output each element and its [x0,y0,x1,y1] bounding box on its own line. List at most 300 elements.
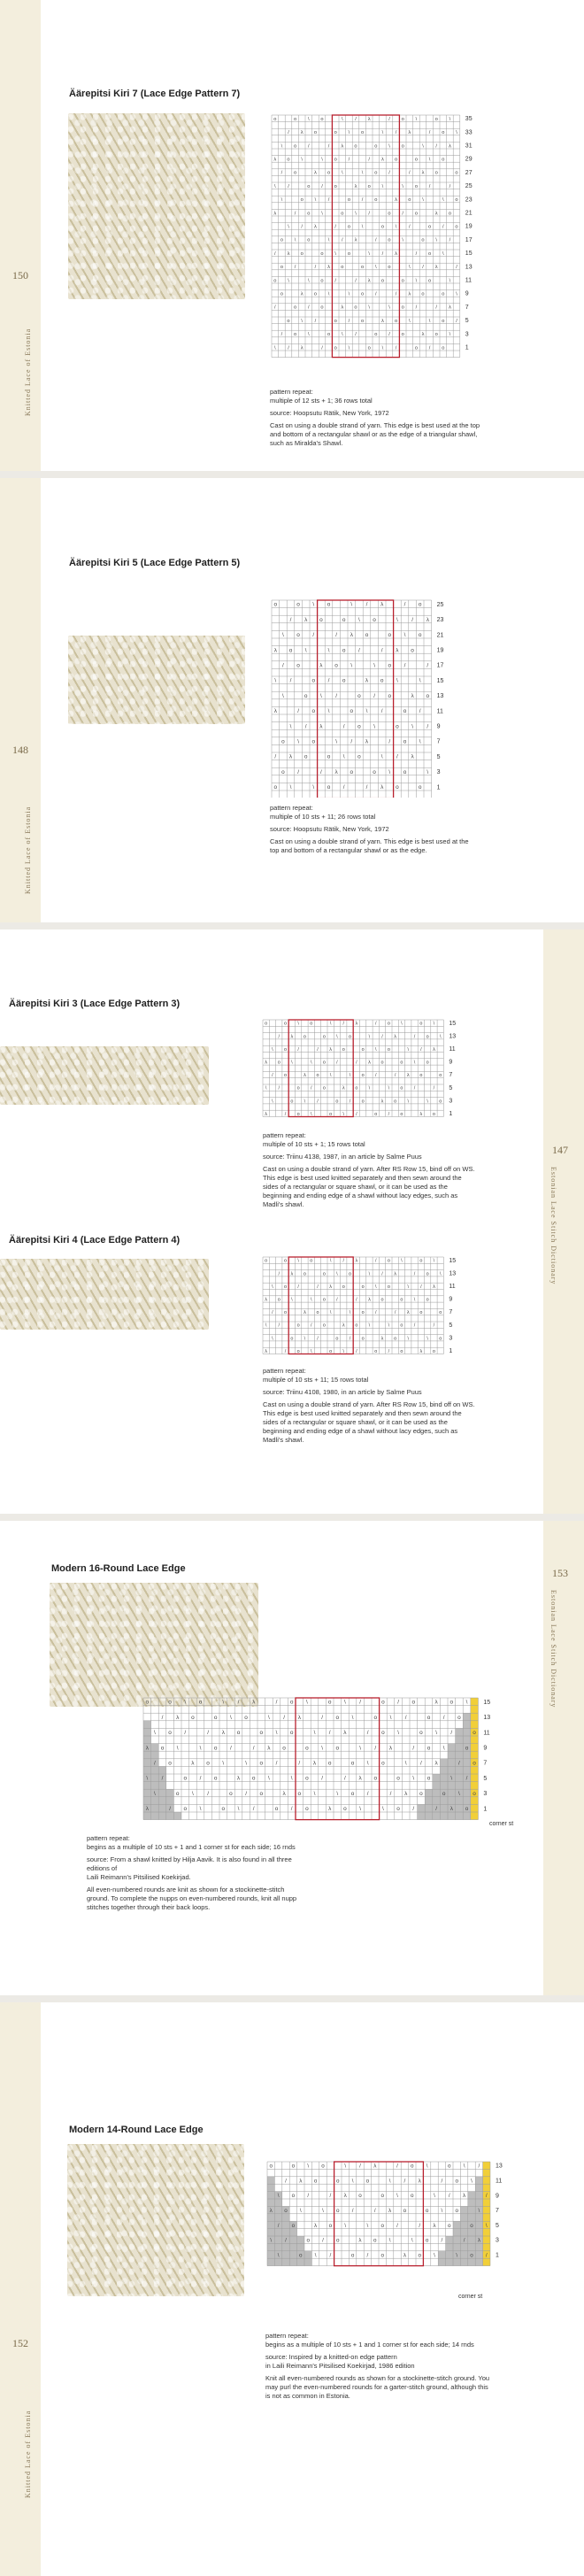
stitch-symbol: \ [382,1806,384,1813]
stitch-symbol: \ [368,305,370,311]
stitch-symbol: / [394,1310,396,1316]
stitch-symbol: \ [366,1760,369,1767]
chart-cell [448,1766,456,1774]
chart-cell [471,1744,479,1752]
stitch-symbol: o [328,2222,333,2229]
stitch-symbol: / [285,2178,287,2185]
stitch-symbol: \ [368,1085,371,1091]
stitch-symbol: / [314,318,317,324]
stitch-symbol: / [297,1046,299,1053]
chart-cell [448,1812,456,1820]
stitch-symbol: \ [344,2163,347,2170]
stitch-symbol: o [265,1021,268,1027]
stitch-symbol: / [403,601,406,608]
stitch-symbol: λ [406,1310,410,1316]
stitch-symbol: \ [313,1730,316,1737]
chart-cell [448,1789,456,1797]
stitch-symbol: \ [329,1073,332,1079]
running-head: Estonian Lace Stitch Dictionary [549,1167,557,1285]
stitch-symbol: o [282,1745,286,1752]
row-number: 13 [496,2163,503,2170]
stitch-symbol: / [317,1284,319,1290]
chart-cell [151,1812,159,1820]
stitch-symbol: o [322,1060,326,1066]
chart-cell [468,2236,475,2243]
stitch-symbol: \ [306,1699,308,1706]
chart-cell [483,2214,490,2221]
chart-cell [475,2229,482,2236]
stitch-symbol: λ [334,768,338,775]
row-number: 13 [449,1270,457,1277]
stitch-symbol: o [426,1060,429,1066]
stitch-symbol: λ [145,1745,149,1752]
stitch-symbol: o [374,170,378,176]
chart-cell [433,1797,441,1805]
stitch-symbol: o [414,183,418,189]
chart-cell [440,1797,448,1805]
section-title-4: Äärepitsi Kiri 4 (Lace Edge Pattern 4) [9,1235,181,1246]
stitch-symbol: / [413,1271,416,1277]
stitch-symbol: o [394,1099,397,1105]
stitch-symbol: λ [365,738,369,745]
stitch-symbol: λ [176,1714,180,1721]
stitch-symbol: / [361,197,364,204]
stitch-symbol: \ [401,1258,403,1264]
stitch-symbol: λ [388,2207,392,2214]
stitch-symbol: o [358,2193,362,2200]
stitch-symbol: \ [321,157,323,163]
page-number: 152 [12,2337,28,2349]
pattern-title: Modern 14-Round Lace Edge [69,2125,204,2135]
stitch-symbol: \ [265,1323,267,1329]
row-number: 11 [496,2178,503,2185]
stitch-symbol: \ [342,332,343,338]
stitch-symbol: o [335,1336,339,1342]
stitch-symbol: λ [304,616,308,623]
description-text: Cast on using a double strand of yarn. After RS Row 15, bind off on WS. This edge is best used knitted separately and then sewn around the sides of a rectangular or square shawl, or it can be used as the beginning and ending edge of a shawl without lacy edges, such as Madli's shawl. [263,1165,475,1208]
stitch-symbol: \ [334,251,336,257]
pattern-notes [87,1834,308,1916]
row-number: 7 [483,1760,488,1767]
chart-cell [471,1698,479,1706]
stitch-symbol: / [366,1730,369,1737]
stitch-symbol: o [361,318,365,324]
stitch-symbol: o [320,305,324,311]
chart-grid [265,2160,522,2302]
source-text: source: Hoopsutu Rätik, New York, 1972 [270,825,389,833]
row-number: 7 [496,2208,499,2215]
chart-cell [463,1782,471,1790]
stitch-symbol: \ [288,278,289,284]
stitch-symbol: o [175,1790,180,1797]
stitch-symbol: / [456,265,457,271]
stitch-symbol: / [272,1310,273,1316]
stitch-symbol: o [439,1336,442,1342]
stitch-symbol: \ [415,278,418,284]
stitch-symbol: o [432,1111,435,1117]
stitch-symbol: o [342,1046,345,1053]
stitch-symbol: \ [402,237,403,243]
stitch-symbol: o [455,224,458,230]
stitch-symbol: λ [380,157,384,163]
stitch-symbol: o [411,2193,414,2200]
chart-cell [274,2214,281,2221]
chart-cell [456,1736,464,1744]
stitch-symbol: \ [365,708,368,715]
stitch-symbol: / [283,1714,285,1721]
stitch-symbol: \ [342,116,343,122]
stitch-symbol: o [290,1099,294,1105]
stitch-symbol: o [313,291,317,297]
stitch-symbol: / [294,211,296,217]
stitch-symbol: λ [418,2178,421,2185]
stitch-symbol: λ [288,753,293,760]
chart-cell [483,2162,490,2169]
stitch-symbol: o [421,237,425,243]
stitch-symbol: λ [434,265,438,271]
stitch-symbol: / [184,1730,187,1737]
stitch-symbol: o [273,784,278,791]
stitch-symbol: λ [265,1297,268,1303]
stitch-symbol: λ [421,332,425,338]
stitch-symbol: / [355,116,357,122]
chart-cell [453,2236,460,2243]
stitch-symbol: o [307,211,311,217]
stitch-symbol: o [168,1730,172,1737]
stitch-symbol: \ [407,1336,410,1342]
row-number: 9 [449,1296,453,1303]
description-text: Cast on using a double strand of yarn. This edge is best used at the top and bottom of a rectangular shawl or as the edge. [270,837,469,854]
stitch-symbol: \ [301,157,303,163]
chart-cell [463,1812,471,1820]
chart-cell [267,2199,274,2206]
stitch-symbol: o [320,278,324,284]
stitch-symbol: / [402,211,403,217]
chart-cell [460,2258,467,2265]
stitch-symbol: / [154,1760,156,1767]
stitch-symbol: o [183,1806,188,1813]
stitch-symbol: \ [359,1745,361,1752]
row-number: 5 [483,1775,488,1782]
stitch-symbol: o [244,1714,248,1721]
stitch-symbol: o [347,251,350,257]
chart-cell [151,1774,159,1782]
stitch-symbol: \ [463,2163,465,2170]
stitch-symbol: \ [375,265,377,271]
stitch-symbol: / [356,1060,357,1066]
stitch-symbol: \ [388,143,390,150]
stitch-symbol: λ [419,1348,423,1354]
stitch-symbol: / [368,211,370,217]
chart-cell [282,2258,289,2265]
stitch-symbol: o [411,2163,414,2170]
row-number: 1 [436,784,441,791]
stitch-symbol: / [289,616,292,623]
stitch-symbol: / [280,170,283,176]
stitch-symbol: / [336,1060,338,1066]
stitch-symbol: / [329,2193,332,2200]
stitch-symbol: o [284,1310,288,1316]
lace-swatch-photo [68,636,245,724]
stitch-symbol: o [335,1714,340,1721]
stitch-symbol: o [280,237,283,243]
chart-cell [297,2236,304,2243]
stitch-symbol: o [350,768,354,775]
stitch-symbol: \ [373,723,375,730]
chart-cell [289,2251,296,2258]
stitch-symbol: / [288,183,289,189]
stitch-symbol: / [426,662,429,669]
stitch-symbol: o [357,723,361,730]
stitch-symbol: \ [419,677,421,684]
stitch-symbol: o [387,1046,390,1053]
stitch-symbol: o [322,1085,326,1091]
stitch-symbol: o [327,332,331,338]
stitch-symbol: o [428,224,432,230]
stitch-symbol: \ [396,2193,398,2200]
stitch-symbol: \ [407,1046,410,1053]
stitch-symbol: o [381,1699,385,1706]
stitch-symbol: \ [272,1099,273,1105]
stitch-symbol: \ [361,224,364,230]
stitch-symbol: \ [368,1323,371,1329]
stitch-symbol: λ [396,647,399,654]
stitch-symbol: o [183,1775,188,1782]
stitch-symbol: / [409,170,411,176]
stitch-symbol: / [289,677,292,684]
stitch-symbol: o [303,1271,306,1277]
stitch-symbol: / [450,1730,453,1737]
stitch-symbol: \ [422,143,424,150]
stitch-symbol: o [322,1323,326,1329]
stitch-symbol: \ [351,1714,354,1721]
stitch-symbol: o [414,345,418,351]
stitch-symbol: λ [448,143,451,150]
stitch-symbol: \ [297,738,299,745]
stitch-symbol: / [334,224,336,230]
corner-st-label: corner st [458,2294,483,2300]
description-text: Cast on using a double strand of yarn. After RS Row 15, bind off on WS. This edge is best used knitted separately and then sewn around the sides of a rectangular or square shawl, or it can be used as the beginning and ending edge of a shawl without lacy edges, such as Madli's shawl. [263,1400,475,1444]
page-number: 153 [552,1567,568,1579]
stitch-symbol: o [296,662,300,669]
stitch-symbol: \ [327,291,330,297]
stitch-symbol: \ [396,616,398,623]
page-147 [0,929,584,1514]
stitch-symbol: λ [403,2252,406,2259]
stitch-symbol: o [280,265,283,271]
chart-cell [453,2221,460,2228]
stitch-symbol: o [311,708,316,715]
stitch-symbol: o [291,2193,296,2200]
chart-cell [440,1804,448,1812]
stitch-symbol: \ [456,130,457,136]
stitch-symbol: / [449,237,451,243]
stitch-symbol: o [374,1111,378,1117]
row-number: 15 [436,677,444,684]
stitch-symbol: o [290,1336,294,1342]
chart-cell [173,1812,181,1820]
stitch-symbol: \ [350,662,353,669]
stitch-symbol: / [458,1760,460,1767]
stitch-symbol: o [448,2163,451,2170]
stitch-symbol: \ [230,1714,232,1721]
stitch-symbol: / [403,662,406,669]
row-number: 3 [449,1335,453,1342]
chart-cell [158,1812,166,1820]
stitch-symbol: / [245,1790,247,1797]
chart-cell [475,2184,482,2191]
stitch-symbol: o [349,1034,352,1040]
stitch-symbol: \ [450,1775,453,1782]
stitch-symbol: \ [274,677,277,684]
stitch-symbol: \ [199,1806,202,1813]
row-number: 11 [449,1046,456,1053]
stitch-symbol: o [269,2163,273,2170]
stitch-symbol: o [374,143,378,150]
page-number: 147 [552,1144,568,1156]
stitch-symbol: λ [304,1310,306,1316]
chart-cell [456,1728,464,1736]
stitch-symbol: λ [373,2163,377,2170]
stitch-symbol: o [361,1046,365,1053]
stitch-symbol: / [335,632,337,639]
stitch-symbol: o [374,332,378,338]
page-148 [0,478,584,922]
stitch-symbol: / [456,318,457,324]
stitch-symbol: \ [422,197,424,204]
chart-cell [471,1782,479,1790]
stitch-symbol: \ [361,170,364,176]
stitch-symbol: / [199,1775,202,1782]
stitch-symbol: \ [272,1046,273,1053]
stitch-symbol: / [314,265,317,271]
row-number: 15 [483,1699,491,1706]
chart-cell [425,1797,433,1805]
row-number: 27 [465,169,473,176]
stitch-symbol: o [403,738,407,745]
chart-cell [289,2236,296,2243]
page-number: 148 [12,744,28,756]
knitting-chart-4 [261,1255,473,1361]
stitch-symbol: o [350,708,354,715]
row-number: 19 [465,223,473,230]
stitch-symbol: λ [273,708,277,715]
stitch-symbol: o [229,1790,233,1797]
stitch-symbol: / [413,1323,416,1329]
stitch-symbol: λ [252,1699,256,1706]
stitch-symbol: λ [380,784,384,791]
stitch-symbol: λ [319,662,323,669]
stitch-symbol: / [327,143,330,150]
stitch-symbol: \ [280,197,283,204]
stitch-symbol: \ [433,1258,435,1264]
stitch-symbol: o [380,2193,384,2200]
stitch-symbol: o [300,197,304,204]
stitch-symbol: o [361,1310,365,1316]
stitch-symbol: \ [426,2163,428,2170]
chart-cell [471,1797,479,1805]
stitch-symbol: o [428,278,432,284]
stitch-symbol: \ [411,723,413,730]
stitch-symbol: o [327,1699,332,1706]
stitch-symbol: λ [313,170,317,176]
stitch-symbol: \ [336,1271,338,1277]
stitch-symbol: / [396,2222,398,2229]
row-number: 25 [465,183,473,190]
stitch-symbol: λ [354,183,357,189]
stitch-symbol: λ [191,1760,195,1767]
stitch-symbol: / [435,305,437,311]
stitch-symbol: / [327,197,330,204]
stitch-symbol: \ [308,116,310,122]
chart-cell [425,1789,433,1797]
chart-cell [143,1797,151,1805]
row-number: 23 [465,197,473,204]
stitch-symbol: λ [380,1099,384,1105]
chart-cell [282,2229,289,2236]
stitch-symbol: λ [380,1336,384,1342]
chart-cell [267,2214,274,2221]
chart-cell [418,1804,426,1812]
chart-cell [475,2258,482,2265]
stitch-symbol: o [213,1745,218,1752]
stitch-symbol: o [355,1085,358,1091]
stitch-symbol: / [274,753,277,760]
stitch-symbol: o [473,1760,476,1767]
stitch-symbol: λ [434,1699,438,1706]
stitch-symbol: \ [409,265,411,271]
chart-cell [463,1766,471,1774]
chart-cell [289,2229,296,2236]
stitch-symbol: \ [435,237,437,243]
stitch-symbol: / [412,1806,415,1813]
row-number: 11 [449,1284,456,1291]
stitch-symbol: \ [327,647,330,654]
stitch-symbol: \ [434,2252,435,2259]
stitch-symbol: o [327,601,331,608]
stitch-symbol: o [273,116,277,122]
stitch-symbol: o [473,1730,476,1737]
stitch-symbol: / [365,601,368,608]
chart-cell [166,1812,174,1820]
stitch-symbol: / [334,278,336,284]
page-number: 150 [12,269,28,282]
stitch-symbol: o [343,1806,347,1813]
stitch-symbol: \ [290,1775,293,1782]
stitch-symbol: o [361,265,365,271]
chart-cell [274,2206,281,2213]
stitch-symbol: \ [342,753,345,760]
stitch-symbol: / [396,2163,398,2170]
stitch-symbol: / [448,2193,450,2200]
stitch-symbol: \ [275,1730,278,1737]
stitch-symbol: \ [439,1271,442,1277]
chart-cell [460,2243,467,2250]
stitch-symbol: o [361,130,365,136]
stitch-symbol: / [290,1806,293,1813]
stitch-symbol: o [470,2222,473,2229]
stitch-symbol: o [357,753,361,760]
stitch-symbol: \ [280,143,283,150]
stitch-symbol: λ [408,130,411,136]
stitch-symbol: λ [343,2193,347,2200]
chart-cell [282,2221,289,2228]
stitch-symbol: \ [282,632,284,639]
chart-cell [460,2206,467,2213]
stitch-symbol: λ [300,345,304,351]
stitch-symbol: \ [146,1775,149,1782]
chart-cell [456,1782,464,1790]
